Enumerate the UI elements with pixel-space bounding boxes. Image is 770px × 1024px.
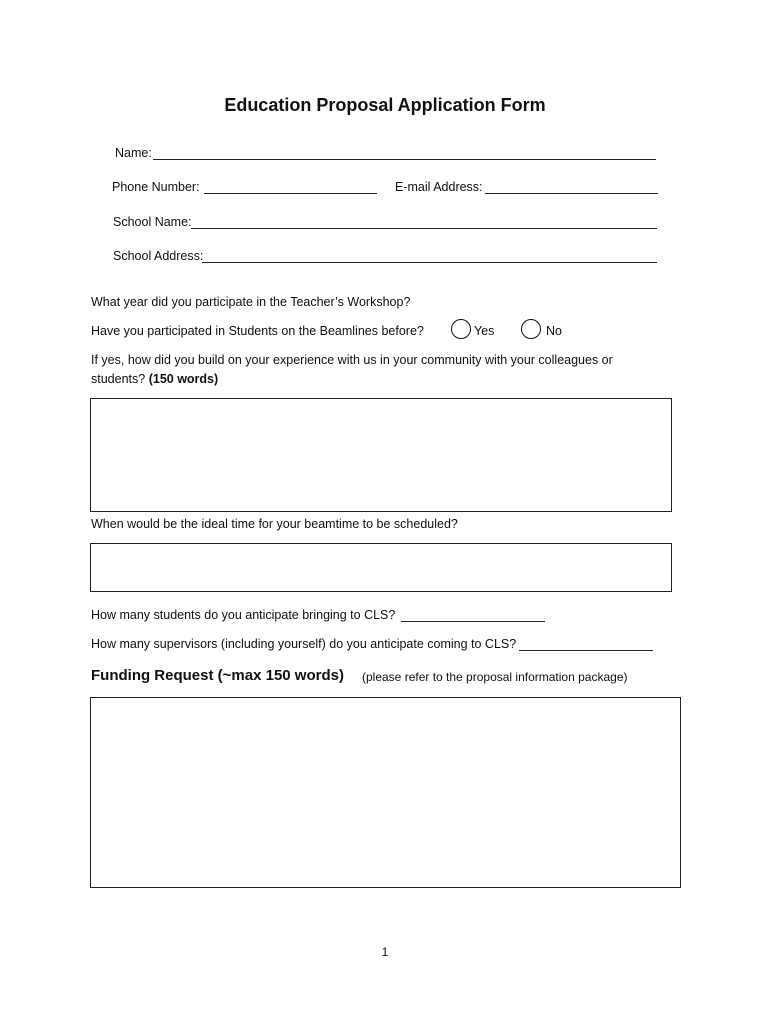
ideal-time-question: When would be the ideal time for your beamtime to be scheduled?: [91, 517, 458, 531]
name-input[interactable]: [153, 145, 656, 160]
supervisors-count-question: How many supervisors (including yourself) do you anticipate coming to CLS?: [91, 637, 517, 651]
page-number: 1: [381, 945, 389, 959]
name-label: Name:: [115, 146, 152, 160]
build-experience-question-line2: [91, 372, 218, 386]
ideal-time-textbox[interactable]: [90, 543, 672, 592]
yes-label: Yes: [474, 324, 495, 338]
experience-textarea[interactable]: [91, 399, 671, 511]
workshop-year-question: What year did you participate in the Teacher’s Workshop?: [91, 295, 411, 309]
phone-input[interactable]: [204, 179, 377, 194]
funding-heading: Funding Request (~max 150 words): [91, 667, 344, 684]
school-name-label: School Name:: [113, 215, 192, 229]
form-title: Education Proposal Application Form: [224, 95, 546, 115]
build-experience-question-line1: If yes, how did you build on your experience with us in your community with your colleagues or: [91, 353, 613, 367]
experience-textbox[interactable]: [90, 398, 672, 512]
word-limit: (150 words): [148, 372, 219, 386]
participated-before-question: Have you participated in Students on the Beamlines before?: [91, 324, 424, 338]
supervisors-count-input[interactable]: [519, 636, 653, 651]
email-label: E-mail Address:: [395, 180, 483, 194]
students-count-input[interactable]: [401, 607, 545, 622]
no-label: No: [546, 324, 562, 338]
funding-textarea[interactable]: [91, 698, 680, 887]
funding-textbox[interactable]: [90, 697, 681, 888]
students-count-question: How many students do you anticipate bringing to CLS?: [91, 608, 396, 622]
school-address-input[interactable]: [202, 248, 657, 263]
build-experience-question-text: students?: [91, 372, 146, 386]
email-input[interactable]: [485, 179, 658, 194]
school-address-label: School Address:: [113, 249, 204, 263]
ideal-time-textarea[interactable]: [91, 544, 671, 591]
no-radio[interactable]: [521, 319, 541, 339]
funding-note: (please refer to the proposal information package): [362, 670, 628, 684]
school-name-input[interactable]: [191, 214, 657, 229]
yes-radio[interactable]: [451, 319, 471, 339]
phone-label: Phone Number:: [112, 180, 200, 194]
